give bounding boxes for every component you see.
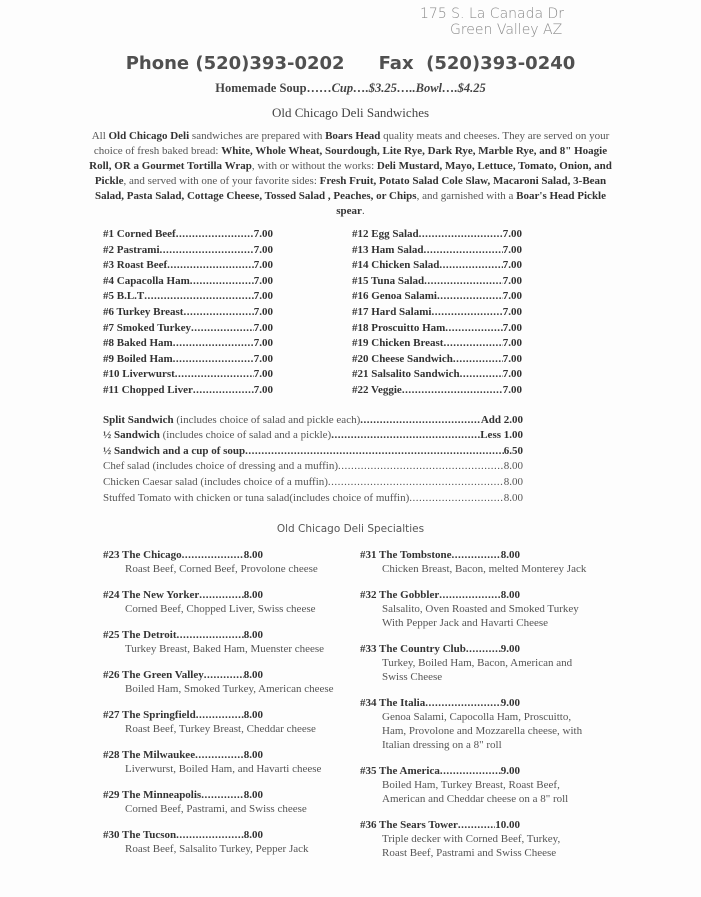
- item-name: #14 Chicken Salad: [352, 259, 440, 272]
- item-name: #20 Cheese Sandwich: [352, 352, 453, 365]
- menu-item: [103, 588, 263, 602]
- item-name: #25 The Detroit: [103, 629, 177, 642]
- specialty-description: With Pepper Jack and Havarti Cheese: [382, 617, 549, 630]
- extras-list: [103, 413, 523, 507]
- item-price: 8.00: [500, 589, 520, 602]
- specialty-description: Roast Beef, Corned Beef, Provolone cheese: [125, 563, 318, 576]
- dot-leader: [176, 227, 254, 243]
- item-price: 8.00: [243, 629, 263, 642]
- item-name: #34 The Italia: [360, 697, 426, 710]
- item-price: 8.00: [243, 829, 263, 842]
- item-name-detail: Chicken Caesar salad (includes choice of a muffin): [103, 475, 328, 488]
- item-name: [103, 413, 360, 429]
- item-name-bold: ½ Sandwich and a cup of soup: [103, 444, 246, 457]
- specialty-description: Roast Beef, Salsalito Turkey, Pepper Jack: [125, 843, 309, 856]
- item-name: #2 Pastrami: [103, 243, 160, 256]
- item-price: Less 1.00: [480, 429, 523, 442]
- item-price: 7.00: [502, 337, 522, 350]
- item-name: #23 The Chicago: [103, 549, 182, 562]
- menu-item: [352, 227, 522, 243]
- menu-item: [352, 367, 522, 383]
- soup-label: Homemade Soup……: [215, 81, 332, 95]
- dot-leader: [360, 413, 481, 429]
- specialty-item: [360, 764, 610, 806]
- intro-text: , with or without the works:: [251, 160, 377, 172]
- dot-leader: [177, 628, 244, 642]
- dot-leader: [458, 818, 495, 832]
- intro-text: , and served with one of your favorite sides:: [123, 175, 320, 187]
- item-name: #33 The Country Club: [360, 643, 466, 656]
- item-price: 8.00: [243, 749, 263, 762]
- item-name-bold: ½ Sandwich: [103, 429, 160, 442]
- item-price: 8.00: [503, 460, 523, 473]
- menu-item: [352, 305, 522, 321]
- specialty-description: American and Cheddar cheese on a 8" roll: [382, 793, 569, 806]
- item-price: 6.50: [503, 444, 523, 457]
- menu-item: [103, 748, 263, 762]
- item-name: #18 Proscuitto Ham: [352, 321, 446, 334]
- item-price: 9.00: [500, 765, 520, 778]
- menu-item: [103, 828, 263, 842]
- item-name: #24 The New Yorker: [103, 589, 200, 602]
- dot-leader: [173, 352, 254, 368]
- item-price: 8.00: [243, 589, 263, 602]
- intro-text: , and garnished with a: [416, 190, 517, 202]
- dot-leader: [196, 708, 244, 722]
- dot-leader: [176, 828, 244, 842]
- menu-item: [103, 668, 263, 682]
- item-name: #11 Chopped Liver: [103, 383, 193, 396]
- item-name-bold: Split Sandwich: [103, 413, 174, 426]
- specialty-description: Swiss Cheese: [382, 671, 443, 684]
- dot-leader: [191, 321, 254, 337]
- menu-item: [103, 227, 273, 243]
- item-name: [103, 475, 328, 491]
- item-name: #36 The Sears Tower: [360, 819, 458, 832]
- menu-item: [103, 336, 273, 352]
- menu-item: [352, 383, 522, 399]
- specialties-title: Old Chicago Deli Specialties: [276, 523, 425, 536]
- soup-bowl: Bowl….$4.25: [415, 81, 486, 95]
- menu-item: [360, 764, 520, 778]
- menu-item: [103, 243, 273, 259]
- dot-leader: [195, 748, 244, 762]
- item-name-detail: Chef salad (includes choice of dressing and a muffin): [103, 460, 339, 473]
- dot-leader: [431, 305, 502, 321]
- item-name: #1 Corned Beef: [103, 228, 176, 240]
- menu-item: [352, 243, 522, 259]
- extras-item: [103, 413, 523, 429]
- item-name: #30 The Tucson: [103, 829, 177, 842]
- extras-item: [103, 491, 523, 507]
- menu-item: [103, 383, 273, 399]
- item-price: 7.00: [253, 259, 273, 272]
- item-price: 8.00: [243, 549, 263, 562]
- item-price: Add 2.00: [480, 413, 523, 426]
- extras-item: [103, 459, 523, 475]
- dot-leader: [160, 243, 254, 259]
- intro-text: All: [91, 130, 109, 142]
- item-price: 7.00: [502, 368, 522, 381]
- extras-item: [103, 475, 523, 491]
- menu-item: [103, 258, 273, 274]
- menu-item: [103, 708, 263, 722]
- intro-bold: Boar's Head Pickle spear: [336, 190, 606, 217]
- specialties-columns: [0, 548, 701, 872]
- menu-item: [360, 588, 520, 602]
- specialty-item: [360, 548, 610, 576]
- menu-item: [103, 367, 273, 383]
- item-price: 7.00: [502, 321, 522, 334]
- menu-item: [103, 321, 273, 337]
- intro-bold: Boars Head: [325, 130, 381, 142]
- dot-leader: [425, 696, 501, 710]
- intro-bold: Fresh Fruit, Potato Salad Cole Slaw, Macaroni Salad, 3-Bean Salad, Pasta Salad, Cottage Cheese, Tossed Salad , Peaches, or Chips: [94, 175, 607, 202]
- menu-item: [352, 336, 522, 352]
- specialty-item: [360, 696, 610, 752]
- dot-leader: [439, 258, 502, 274]
- dot-leader: [204, 668, 244, 682]
- soup-cup: Cup….$3.25…..: [331, 81, 416, 95]
- item-name: #21 Salsalito Sandwich: [352, 368, 460, 381]
- soup-line: [0, 80, 701, 96]
- item-price: 8.00: [503, 491, 523, 504]
- dot-leader: [173, 336, 254, 352]
- item-price: 7.00: [253, 290, 273, 303]
- dot-leader: [182, 548, 244, 562]
- item-name-detail: (includes choice of salad and a pickle): [159, 429, 332, 442]
- dot-leader: [183, 305, 253, 321]
- item-price: 10.00: [495, 819, 520, 832]
- item-name: #3 Roast Beef: [103, 259, 168, 272]
- specialty-item: [103, 748, 343, 776]
- menu-item: [103, 628, 263, 642]
- item-name: #29 The Minneapolis: [103, 789, 202, 802]
- item-name: #7 Smoked Turkey: [103, 321, 192, 334]
- menu-item: [360, 642, 520, 656]
- specialty-description: Italian dressing on a 8" roll: [382, 739, 502, 752]
- item-name-detail: (includes choice of salad and pickle each): [173, 413, 361, 426]
- specialty-description: Turkey Breast, Baked Ham, Muenster cheese: [125, 643, 325, 656]
- dot-leader: [443, 336, 502, 352]
- specialty-description: Corned Beef, Chopped Liver, Swiss cheese: [125, 603, 316, 616]
- menu-item: [352, 258, 522, 274]
- menu-item: [352, 321, 522, 337]
- item-price: 8.00: [243, 709, 263, 722]
- item-price: 9.00: [500, 643, 520, 656]
- specialty-item: [103, 548, 343, 576]
- intro-paragraph: [86, 129, 616, 219]
- menu-item: [352, 274, 522, 290]
- dot-leader: [452, 548, 501, 562]
- dot-leader: [190, 274, 254, 290]
- item-price: 7.00: [253, 243, 273, 256]
- dot-leader: [245, 444, 504, 460]
- menu-item: [352, 352, 522, 368]
- menu-item: [103, 274, 273, 290]
- specialty-description: Genoa Salami, Capocolla Ham, Proscuitto,: [382, 711, 572, 724]
- menu-item: [360, 818, 520, 832]
- sandwich-list-left: [103, 227, 273, 399]
- specialty-item: [103, 668, 343, 696]
- specialties-left: [103, 548, 343, 872]
- menu-item: [360, 696, 520, 710]
- item-name: #31 The Tombstone: [360, 549, 452, 562]
- item-name: #32 The Gobbler: [360, 589, 440, 602]
- phone-number: Phone (520)393-0202: [125, 53, 345, 74]
- specialty-item: [360, 588, 610, 630]
- item-name: #16 Genoa Salami: [352, 290, 437, 303]
- item-price: 8.00: [500, 549, 520, 562]
- specialty-item: [103, 588, 343, 616]
- specialty-item: [103, 628, 343, 656]
- menu-item: [352, 289, 522, 305]
- item-price: 7.00: [502, 243, 522, 256]
- dot-leader: [460, 367, 503, 383]
- specialty-item: [360, 818, 610, 860]
- dot-leader: [437, 289, 503, 305]
- address-line2: Green Valley AZ: [450, 22, 563, 38]
- dot-leader: [445, 321, 502, 337]
- item-price: 7.00: [253, 228, 273, 240]
- specialty-description: Ham, Provolone and Mozzarella cheese, with: [382, 725, 583, 738]
- intro-text: .: [361, 205, 365, 217]
- specialty-description: Boiled Ham, Smoked Turkey, American cheese: [125, 683, 334, 696]
- item-price: 8.00: [243, 789, 263, 802]
- dot-leader: [338, 459, 504, 475]
- dot-leader: [466, 642, 501, 656]
- specialty-description: Turkey, Boiled Ham, Bacon, American and: [382, 657, 573, 670]
- specialty-description: Roast Beef, Turkey Breast, Cheddar cheese: [125, 723, 316, 736]
- dot-leader: [328, 475, 504, 491]
- intro-bold: White, Whole Wheat, Sourdough, Lite Rye, Dark Rye, Marble Rye, and 8" Hoagie Roll, OR a Gourmet Tortilla Wrap: [89, 145, 608, 172]
- specialty-description: Chicken Breast, Bacon, melted Monterey Jack: [382, 563, 587, 576]
- specialty-item: [360, 642, 610, 684]
- fax-number: Fax (520)393-0240: [378, 53, 576, 74]
- intro-bold: Deli Mustard, Mayo, Lettuce, Tomato, Onion, and Pickle: [94, 160, 612, 187]
- item-price: 9.00: [500, 697, 520, 710]
- dot-leader: [193, 383, 254, 399]
- item-name: #27 The Springfield: [103, 709, 196, 722]
- dot-leader: [439, 588, 500, 602]
- extras-item: [103, 428, 523, 444]
- menu-item: [103, 305, 273, 321]
- item-name: #6 Turkey Breast: [103, 305, 184, 318]
- intro-text: quality meats and cheeses. They are served on your choice of fresh baked bread:: [93, 130, 610, 157]
- item-name: #9 Boiled Ham: [103, 352, 173, 365]
- item-name: #26 The Green Valley: [103, 669, 204, 682]
- item-price: 7.00: [502, 290, 522, 303]
- specialty-description: Triple decker with Corned Beef, Turkey,: [382, 833, 561, 846]
- dot-leader: [144, 289, 253, 305]
- specialty-item: [103, 708, 343, 736]
- item-name: #13 Ham Salad: [352, 243, 424, 256]
- item-price: 7.00: [253, 368, 273, 381]
- item-price: 7.00: [253, 274, 273, 287]
- item-name: [103, 491, 409, 507]
- item-price: 7.00: [502, 352, 522, 365]
- item-name: #8 Baked Ham: [103, 337, 173, 350]
- specialty-description: Salsalito, Oven Roasted and Smoked Turkey: [382, 603, 579, 616]
- dot-leader: [331, 428, 480, 444]
- dot-leader: [440, 764, 501, 778]
- intro-bold: Old Chicago Deli: [108, 130, 190, 142]
- extras-item: [103, 444, 523, 460]
- item-name: #12 Egg Salad: [352, 228, 419, 240]
- item-name: #5 B.L.T: [103, 290, 145, 303]
- intro-text: sandwiches are prepared with: [189, 130, 326, 142]
- sandwich-list-right: [352, 227, 522, 399]
- item-name-detail: Stuffed Tomato with chicken or tuna salad(includes choice of muffin): [103, 491, 410, 504]
- menu-item: [103, 548, 263, 562]
- item-price: 7.00: [502, 259, 522, 272]
- item-price: 7.00: [502, 228, 522, 240]
- item-name: #10 Liverwurst: [103, 368, 175, 381]
- item-price: 8.00: [243, 669, 263, 682]
- dot-leader: [402, 383, 503, 399]
- dot-leader: [424, 274, 503, 290]
- item-name: [103, 428, 331, 444]
- dot-leader: [453, 352, 503, 368]
- item-name: #4 Capacolla Ham: [103, 274, 190, 287]
- dot-leader: [409, 491, 504, 507]
- item-name: #17 Hard Salami: [352, 305, 432, 318]
- dot-leader: [175, 367, 254, 383]
- menu-item: [103, 352, 273, 368]
- specialty-description: Corned Beef, Pastrami, and Swiss cheese: [125, 803, 307, 816]
- specialty-item: [103, 788, 343, 816]
- item-name: #15 Tuna Salad: [352, 274, 425, 287]
- dot-leader: [424, 243, 503, 259]
- menu-item: [103, 788, 263, 802]
- item-price: 7.00: [253, 337, 273, 350]
- contact-row: [0, 52, 701, 76]
- specialty-description: Roast Beef, Pastrami and Swiss Cheese: [382, 847, 557, 860]
- item-name: #28 The Milwaukee: [103, 749, 196, 762]
- dot-leader: [419, 227, 503, 243]
- dot-leader: [201, 788, 244, 802]
- specialty-description: Boiled Ham, Turkey Breast, Roast Beef,: [382, 779, 560, 792]
- sandwiches-title: Old Chicago Deli Sandwiches: [271, 105, 430, 120]
- item-price: 7.00: [502, 383, 522, 396]
- dot-leader: [199, 588, 244, 602]
- item-price: 7.00: [253, 321, 273, 334]
- item-name: #19 Chicken Breast: [352, 337, 444, 350]
- item-name: #22 Veggie: [352, 383, 402, 396]
- item-price: 7.00: [502, 274, 522, 287]
- item-name: #35 The America: [360, 765, 440, 778]
- item-name: [103, 459, 338, 475]
- item-price: 7.00: [253, 383, 273, 396]
- specialty-description: Liverwurst, Boiled Ham, and Havarti cheese: [125, 763, 322, 776]
- item-price: 7.00: [253, 305, 273, 318]
- item-price: 8.00: [503, 475, 523, 488]
- item-price: 7.00: [253, 352, 273, 365]
- address-line1: 175 S. La Canada Dr: [420, 6, 565, 22]
- item-price: 7.00: [502, 305, 522, 318]
- sandwich-columns: [0, 227, 701, 399]
- dot-leader: [167, 258, 254, 274]
- menu-item: [103, 289, 273, 305]
- specialty-item: [103, 828, 343, 856]
- item-name: [103, 444, 245, 460]
- specialties-right: [360, 548, 610, 872]
- menu-item: [360, 548, 520, 562]
